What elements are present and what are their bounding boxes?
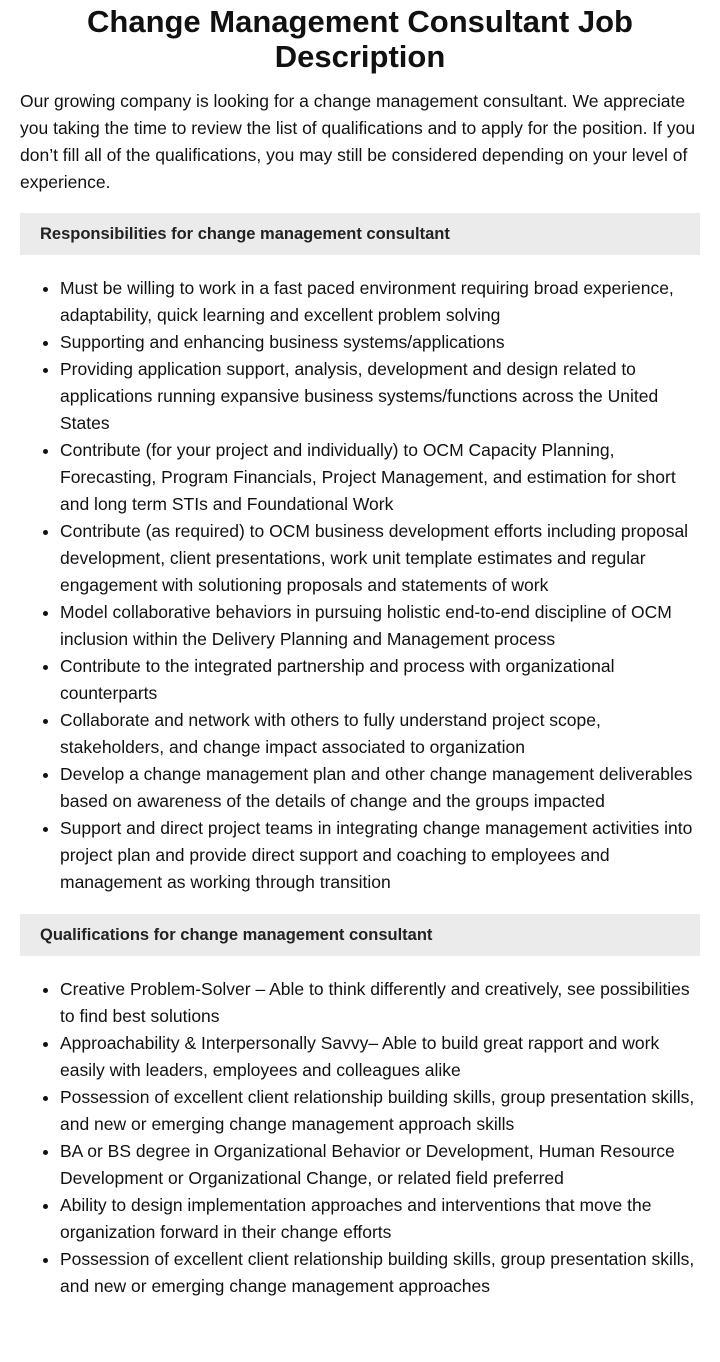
list-item: • Possession of excellent client relationship building skills, group presentation skills, and new or emerging change management approaches <box>60 1246 700 1300</box>
list-item: • Model collaborative behaviors in pursuing holistic end-to-end discipline of OCM inclusion within the Delivery Planning and Management process <box>60 599 700 653</box>
responsibilities-section <box>20 213 700 896</box>
list-item: • Providing application support, analysis, development and design related to applications running expansive business systems/functions across the United States <box>60 356 700 437</box>
qualifications-list <box>20 976 700 1300</box>
list-item: • Approachability & Interpersonally Savvy– Able to build great rapport and work easily with leaders, employees and colleagues alike <box>60 1030 700 1084</box>
section-heading: Qualifications for change management consultant <box>20 914 700 956</box>
intro-paragraph: Our growing company is looking for a change management consultant. We appreciate you taking the time to review the list of qualifications and to apply for the position. If you don’t fill all of the qualifications, you may still be considered depending on your level of experience. <box>20 91 696 192</box>
list-item: • Creative Problem-Solver – Able to think differently and creatively, see possibilities to find best solutions <box>60 976 700 1030</box>
list-item: • Possession of excellent client relationship building skills, group presentation skills, and new or emerging change management approach skills <box>60 1084 700 1138</box>
list-item: • Collaborate and network with others to fully understand project scope, stakeholders, and change impact associated to organization <box>60 707 700 761</box>
qualifications-section <box>20 914 700 1300</box>
list-item: • Contribute (for your project and individually) to OCM Capacity Planning, Forecasting, Program Financials, Project Management, and estimation for short and long term STIs and Foundational Work <box>60 437 700 518</box>
list-item: • Develop a change management plan and other change management deliverables based on awareness of the details of change and the groups impacted <box>60 761 700 815</box>
list-item: • Must be willing to work in a fast paced environment requiring broad experience, adaptability, quick learning and excellent problem solving <box>60 275 700 329</box>
list-item: • BA or BS degree in Organizational Behavior or Development, Human Resource Development or Organizational Change, or related field preferred <box>60 1138 700 1192</box>
list-item: • Support and direct project teams in integrating change management activities into project plan and provide direct support and coaching to employees and management as working through transition <box>60 815 700 896</box>
list-item: • Supporting and enhancing business systems/applications <box>60 329 700 356</box>
responsibilities-list <box>20 275 700 896</box>
list-item: • Contribute to the integrated partnership and process with organizational counterparts <box>60 653 700 707</box>
list-item: • Contribute (as required) to OCM business development efforts including proposal development, client presentations, work unit template estimates and regular engagement with solutioning proposals and statements of work <box>60 518 700 599</box>
list-item: • Ability to design implementation approaches and interventions that move the organization forward in their change efforts <box>60 1192 700 1246</box>
page-title: Change Management Consultant Job Description <box>87 4 633 74</box>
section-heading: Responsibilities for change management consultant <box>20 213 700 255</box>
